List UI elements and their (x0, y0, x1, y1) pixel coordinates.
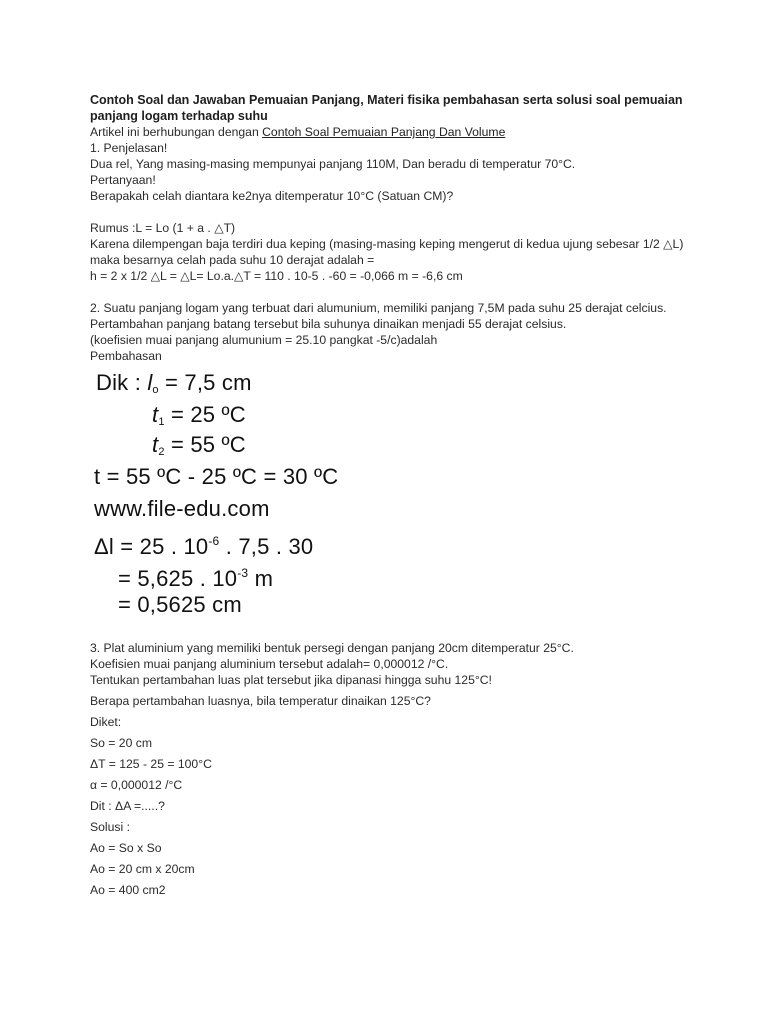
s3-task: Tentukan pertambahan luas plat tersebut jika dipanasi hingga suhu 125°C! (90, 673, 492, 687)
fig-temp-1: $t_1 = 25$ ºC (152, 402, 246, 428)
fig-given-length: Dik : $l_o = 7,5$ cm (96, 370, 252, 396)
s3-asked: Dit : ΔA =.....? (90, 799, 165, 813)
s1-formula: Rumus :L = Lo (1 + a . △T) (90, 221, 236, 235)
s1-heading: 1. Penjelasan! (90, 141, 168, 155)
s3-given-delta-t: ΔT = 125 - 25 = 100°C (90, 757, 212, 771)
related-article-line (90, 124, 730, 140)
s2-question: Pertambahan panjang batang tersebut bila suhunya dinaikan menjadi 55 derajat celsius. (90, 317, 567, 331)
s2-problem: 2. Suatu panjang logam yang terbuat dari alumunium, memiliki panjang 7,5M pada suhu 25 derajat celcius. (90, 301, 667, 315)
s3-given-side: So = 20 cm (90, 736, 152, 750)
s1-calculation: h = 2 x 1/2 △L = △L= Lo.a.△T = 110 . 10-5 . -60 = -0,066 m = -6,6 cm (90, 269, 463, 283)
s3-given-label: Diket: (90, 715, 122, 729)
fig-result-cm: = 0,5625 cm (118, 592, 242, 617)
s3-problem: 3. Plat aluminium yang memiliki bentuk persegi dengan panjang 20cm ditemperatur 25°C. (90, 641, 574, 655)
s1-explanation: Karena dilempengan baja terdiri dua keping (masing-masing keping mengerut di kedua ujung sebesar 1/2 △L) (90, 237, 684, 251)
related-prefix: Artikel ini berhubungan dengan (90, 125, 263, 139)
fig-temp-2: $t_2 = 55$ ºC (152, 432, 246, 458)
s3-question: Berapa pertambahan luasnya, bila temperatur dinaikan 125°C? (90, 694, 431, 708)
fig-watermark: www.file-edu.com (94, 496, 270, 521)
s2-coefficient: (koefisien muai panjang alumunium = 25.10 pangkat -5/c)adalah (90, 333, 438, 347)
s3-area-result: Ao = 400 cm2 (90, 883, 166, 897)
s3-coefficient: Koefisien muai panjang aluminium tersebut adalah= 0,000012 /°C. (90, 657, 449, 671)
fig-delta-l: Δl = 25 . $10^{-6}$ . 7,5 . 30 (94, 534, 314, 559)
s1-question-label: Pertanyaan! (90, 173, 156, 187)
s1-gap-intro: maka besarnya celah pada suhu 10 derajat adalah = (90, 253, 375, 267)
related-article-link[interactable]: Contoh Soal Pemuaian Panjang Dan Volume (262, 125, 506, 139)
document-page (90, 92, 730, 898)
section-3 (90, 640, 730, 898)
article-title: Contoh Soal dan Jawaban Pemuaian Panjang, Materi fisika pembahasan serta solusi soal pemuaian panjang logam terhadap suhu (90, 93, 683, 123)
s1-question: Berapakah celah diantara ke2nya ditemperatur 10°C (Satuan CM)? (90, 189, 454, 203)
fig-result-m: = 5,625 . $10^{-3}$ m (118, 566, 274, 591)
s2-discussion-label: Pembahasan (90, 349, 162, 363)
s3-area-formula: Ao = So x So (90, 841, 162, 855)
s1-problem: Dua rel, Yang masing-masing mempunyai panjang 110M, Dan beradu di temperatur 70°C. (90, 157, 576, 171)
s3-area-substitution: Ao = 20 cm x 20cm (90, 862, 195, 876)
s3-given-alpha: α = 0,000012 /°C (90, 778, 183, 792)
s3-solution-label: Solusi : (90, 820, 130, 834)
fig-delta-t: t = 55 ºC - 25 ºC = 30 ºC (94, 464, 339, 489)
solution-image (90, 370, 400, 622)
